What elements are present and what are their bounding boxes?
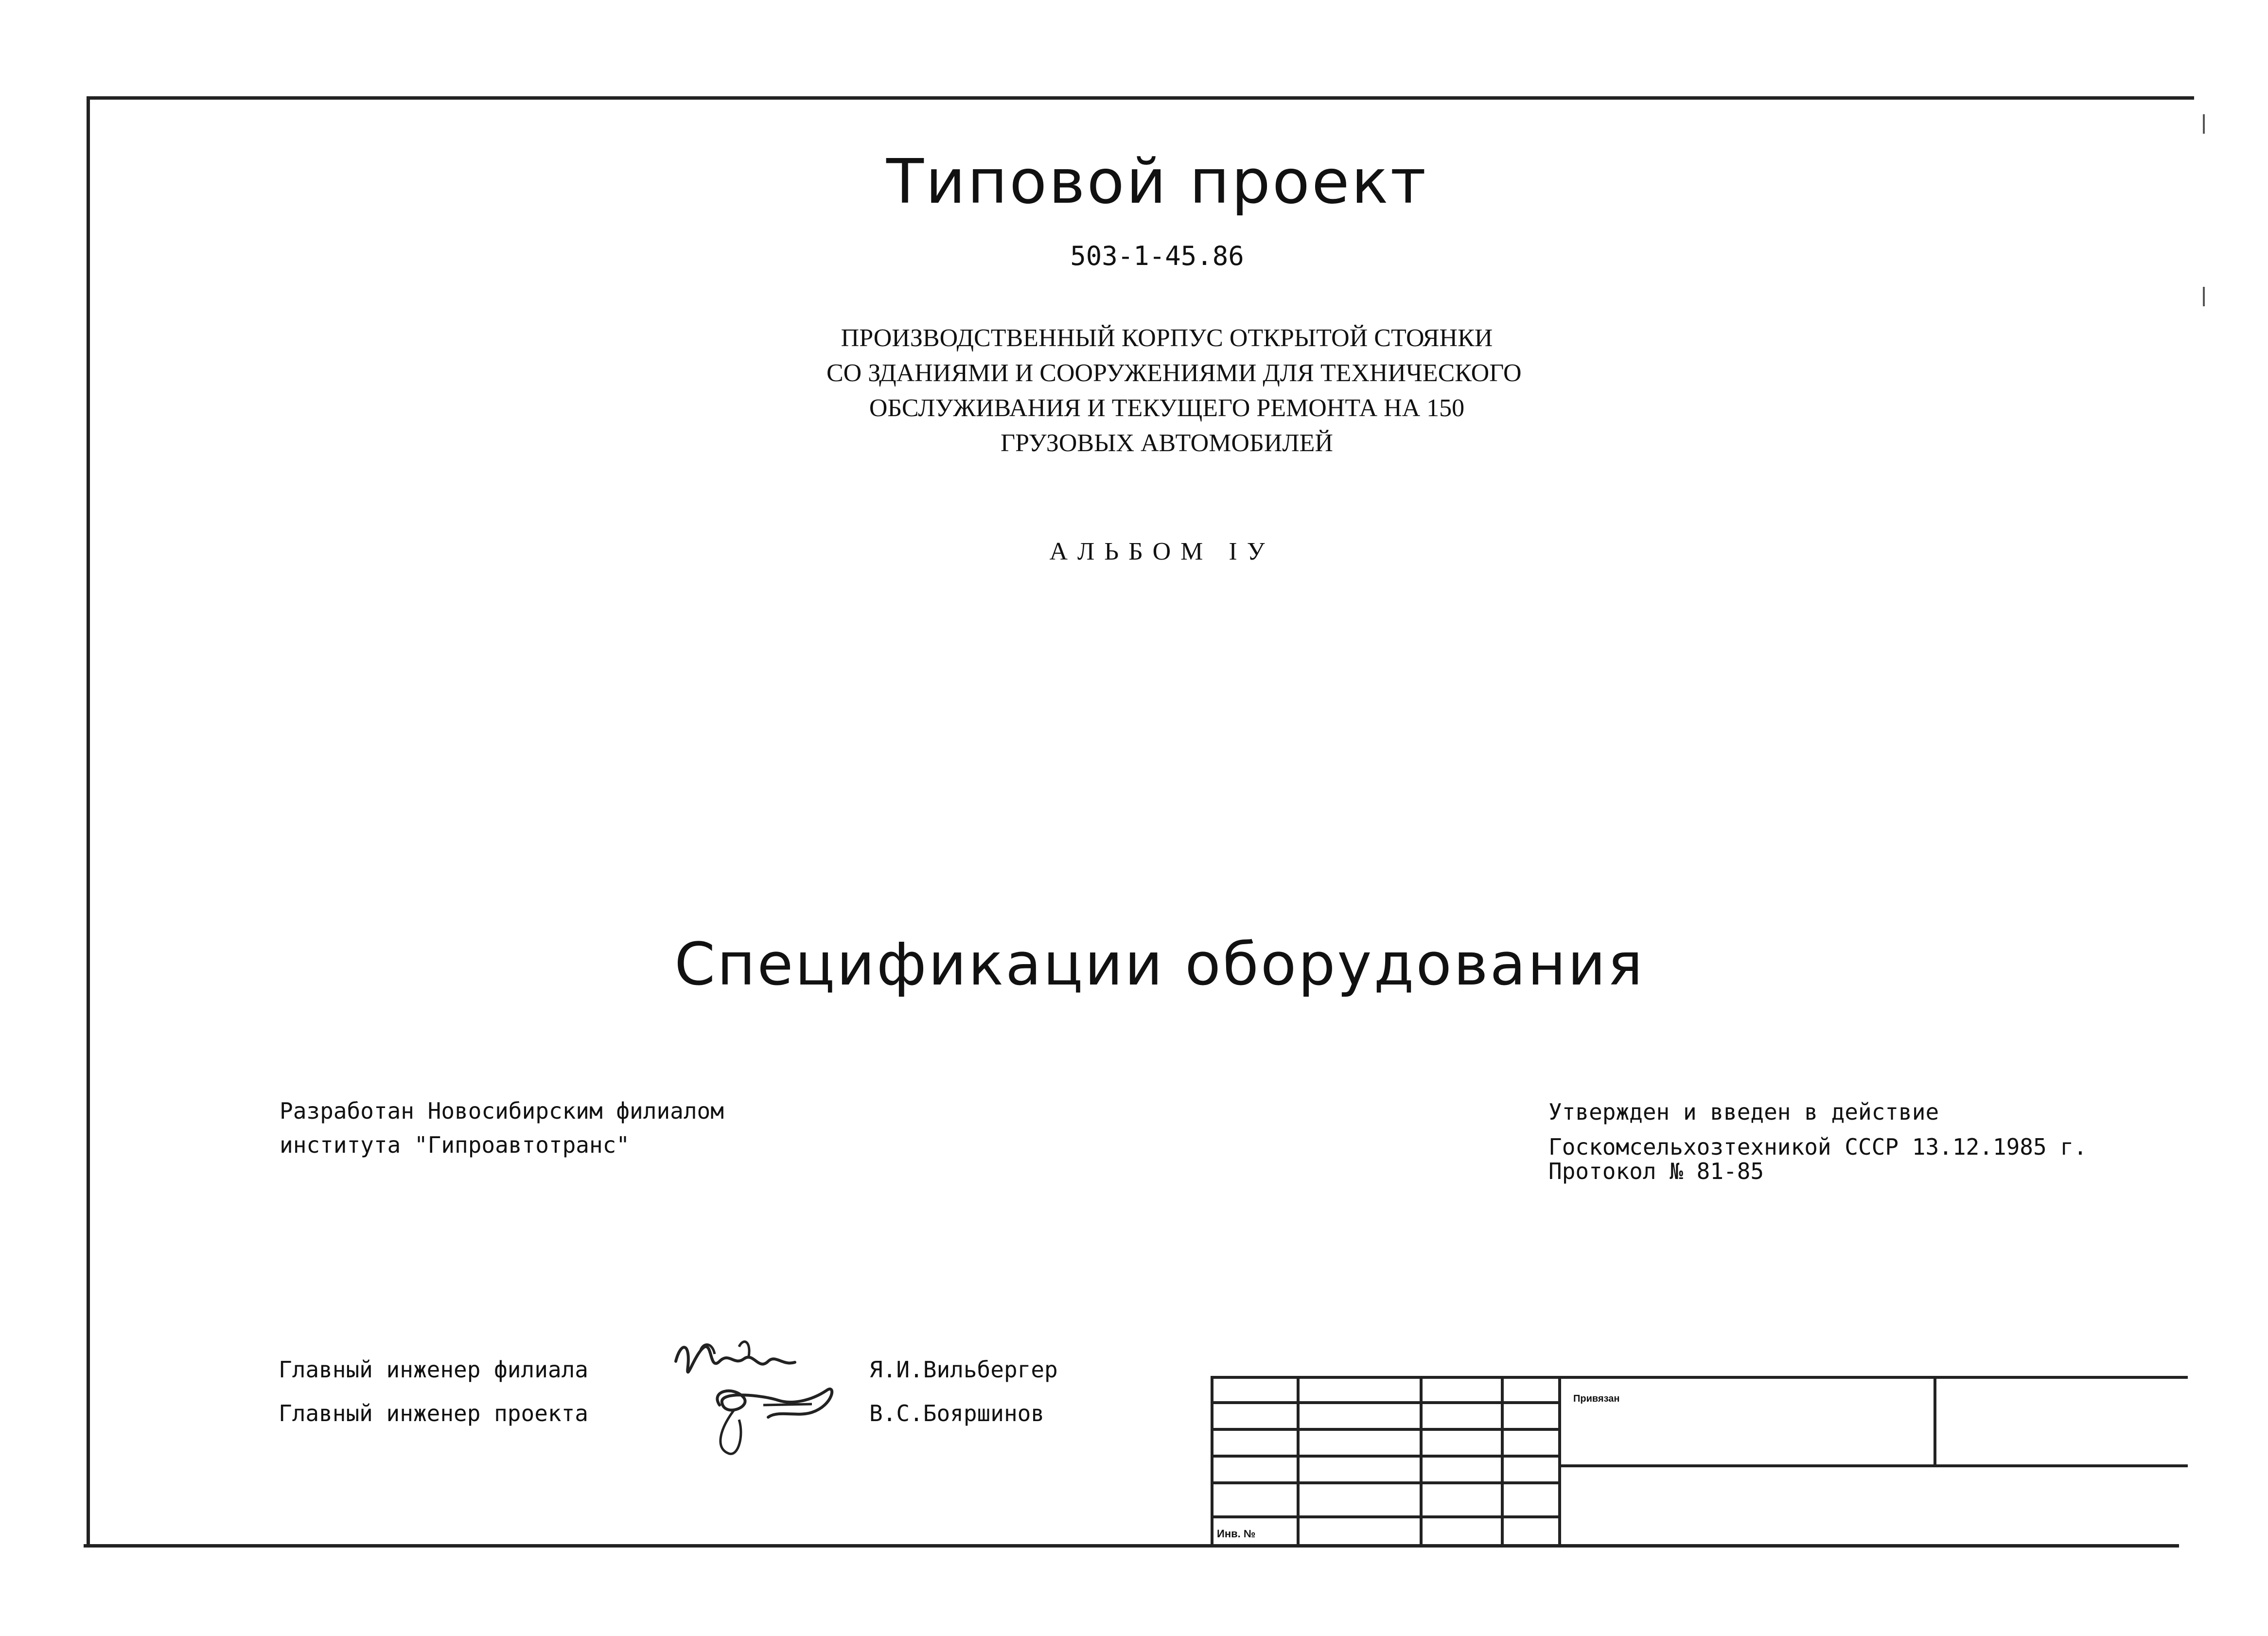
edge-mark <box>2203 114 2205 134</box>
project-name-line: ОБСЛУЖИВАНИЯ И ТЕКУЩЕГО РЕМОНТА НА 150 <box>869 394 1465 422</box>
developer-line: института "Гипроавтотранс" <box>280 1132 630 1158</box>
project-name-line: ПРОИЗВОДСТВЕННЫЙ КОРПУС ОТКРЫТОЙ СТОЯНКИ <box>841 324 1493 352</box>
album-number: АЛЬБОМ IУ <box>1049 538 1275 565</box>
stamp-inv-label: Инв. № <box>1217 1528 1256 1540</box>
signatory-role: Главный инженер филиала <box>279 1356 588 1383</box>
signature-row <box>279 1356 1058 1383</box>
project-name-line: СО ЗДАНИЯМИ И СООРУЖЕНИЯМИ ДЛЯ ТЕХНИЧЕСКОГО <box>826 359 1522 387</box>
approval-line: Протокол № 81-85 <box>1548 1158 1764 1184</box>
document-title: Типовой проект <box>886 146 1428 217</box>
project-name <box>826 321 1522 461</box>
developer-block <box>280 1094 724 1162</box>
approval-line: Утвержден и введен в действие <box>1548 1099 1939 1125</box>
frame-left-border <box>87 96 90 1548</box>
project-code: 503-1-45.86 <box>1070 241 1244 271</box>
signatory-name: Я.И.Вильбергер <box>869 1356 1058 1383</box>
signatory-role: Главный инженер проекта <box>279 1400 588 1426</box>
signatory-name: В.С.Бояршинов <box>869 1400 1045 1426</box>
stamp-priv-label: Привязан <box>1573 1393 1620 1404</box>
signature-row <box>279 1400 1045 1426</box>
document-subtitle: Спецификации оборудования <box>674 931 1645 999</box>
developer-line: Разработан Новосибирским филиалом <box>280 1098 724 1124</box>
approval-block <box>1548 1100 2087 1183</box>
edge-mark <box>2203 287 2205 306</box>
frame-top-border <box>87 96 2194 100</box>
stamp-table <box>1211 1376 2193 1551</box>
handwritten-signature <box>666 1332 841 1463</box>
approval-line: Госкомсельхозтехникой СССР 13.12.1985 г. <box>1548 1134 2087 1160</box>
project-name-line: ГРУЗОВЫХ АВТОМОБИЛЕЙ <box>1001 429 1333 457</box>
